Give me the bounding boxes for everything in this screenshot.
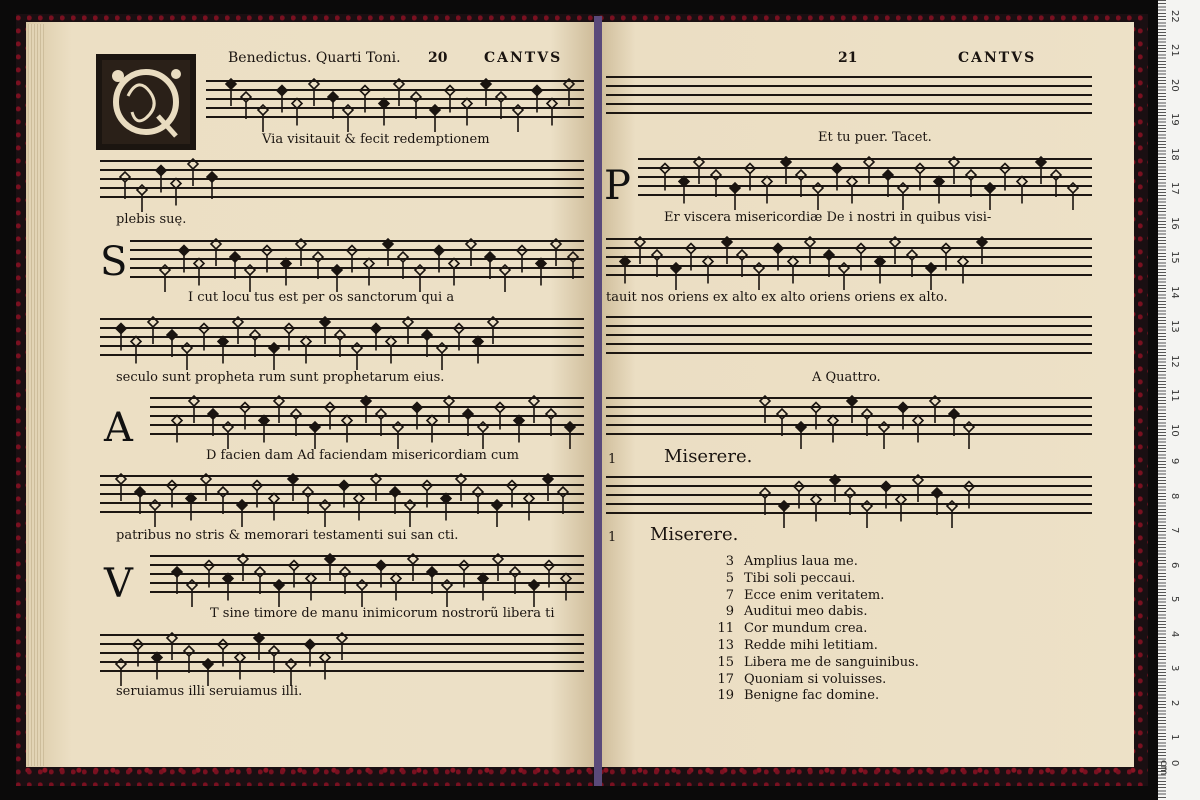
verse-list-item bbox=[712, 638, 878, 653]
ruler-label: 17 bbox=[1169, 182, 1180, 195]
lyric-line: Miserere. bbox=[664, 446, 753, 467]
lyric-line: D facien dam Ad faciendam misericordiam cum bbox=[206, 448, 519, 463]
verse-list-text: Redde mihi letitiam. bbox=[744, 638, 878, 653]
ruler-label: 1 bbox=[1169, 734, 1180, 741]
page-edges bbox=[28, 24, 44, 766]
ruler-label: 11 bbox=[1169, 389, 1180, 402]
music-staff bbox=[100, 318, 584, 356]
music-staff-empty bbox=[606, 316, 1092, 354]
verse-list-text: Benigne fac domine. bbox=[744, 688, 880, 704]
ruler-label: 2 bbox=[1169, 699, 1180, 706]
verse-list-number: 9 bbox=[725, 604, 734, 620]
lyric-line: Er viscera misericordiæ De i nostri in quibus visi- bbox=[664, 210, 992, 225]
music-staff bbox=[150, 555, 584, 593]
left-page-number: 20 bbox=[428, 50, 448, 66]
ruler-label: 16 bbox=[1169, 216, 1180, 230]
ornate-initial-icon bbox=[96, 54, 196, 150]
right-page-part: CANTVS bbox=[958, 50, 1037, 66]
ruler-label: 15 bbox=[1169, 251, 1180, 264]
music-staff bbox=[100, 475, 584, 513]
ruler-label: 9 bbox=[1169, 458, 1180, 465]
verse-list-item bbox=[712, 604, 867, 619]
verse-list-text: Ecce enim veritatem. bbox=[744, 587, 885, 603]
music-staff bbox=[206, 80, 584, 118]
verse-list-number: 3 bbox=[725, 554, 734, 569]
lyric-line: seculo sunt propheta rum sunt prophetarum eius. bbox=[116, 370, 445, 385]
verse-list-text: Amplius laua me. bbox=[744, 554, 858, 569]
verse-list-item bbox=[712, 621, 867, 636]
music-staff bbox=[100, 160, 584, 198]
ruler-label: 14 bbox=[1169, 285, 1180, 299]
verse-list-item bbox=[712, 672, 886, 687]
verse-list-text: Auditui meo dabis. bbox=[744, 604, 868, 620]
ruler-label: 4 bbox=[1169, 630, 1180, 637]
book-gutter bbox=[594, 16, 602, 786]
ruler-label: 18 bbox=[1169, 147, 1180, 161]
music-staff bbox=[150, 397, 584, 435]
verse-list-text: Cor mundum crea. bbox=[744, 621, 868, 637]
lyric-line: I cut locu tus est per os sanctorum qui a bbox=[188, 290, 455, 305]
ruler-label: 8 bbox=[1169, 492, 1180, 499]
music-staff bbox=[606, 476, 1092, 514]
initial-letter: P bbox=[604, 163, 631, 209]
music-staff bbox=[130, 240, 584, 278]
lyric-line: Et tu puer. Tacet. bbox=[818, 130, 932, 145]
lyric-line: Via visitauit & fecit redemptionem bbox=[262, 132, 490, 147]
verse-list-number: 7 bbox=[725, 587, 734, 603]
ruler-label: 19 bbox=[1169, 113, 1180, 126]
verse-list-number: 5 bbox=[725, 570, 734, 586]
lyric-line: tauit nos oriens ex alto ex alto oriens oriens ex alto. bbox=[606, 290, 948, 305]
verse-list-item bbox=[712, 571, 855, 586]
verse-list-number: 17 bbox=[717, 671, 734, 687]
music-staff bbox=[100, 634, 584, 672]
music-staff-empty bbox=[606, 76, 1092, 114]
ruler-label: 13 bbox=[1169, 320, 1180, 333]
lyric-line: seruiamus illi seruiamus illi. bbox=[116, 684, 303, 699]
lyric-line: Miserere. bbox=[650, 524, 739, 545]
verse-number: 1 bbox=[608, 530, 617, 545]
verse-list-item bbox=[712, 588, 884, 603]
verse-list-item bbox=[712, 688, 879, 703]
music-staff bbox=[638, 158, 1092, 196]
verse-list-number: 13 bbox=[717, 638, 734, 653]
ruler-label: 3 bbox=[1169, 665, 1180, 672]
ruler-label: 12 bbox=[1169, 354, 1180, 368]
verse-list-number: 11 bbox=[717, 621, 734, 637]
right-page-number: 21 bbox=[838, 50, 858, 66]
section-label: A Quattro. bbox=[812, 370, 881, 385]
music-staff bbox=[606, 397, 1092, 435]
lyric-line: plebis suę. bbox=[116, 212, 187, 227]
left-page-title: Benedictus. Quarti Toni. bbox=[228, 50, 401, 66]
left-page-part: CANTVS bbox=[484, 50, 563, 66]
ruler-label: 21 bbox=[1169, 44, 1180, 57]
ruler-label: 22 bbox=[1169, 9, 1180, 23]
ruler-label: 0 cm bbox=[1158, 760, 1180, 776]
verse-list-number: 19 bbox=[717, 688, 734, 704]
initial-letter: S bbox=[100, 239, 128, 285]
lyric-line: patribus no stris & memorari testamenti sui san cti. bbox=[116, 528, 459, 543]
ruler-label: 20 bbox=[1169, 78, 1180, 92]
initial-letter: A bbox=[104, 405, 133, 451]
ruler-label: 10 bbox=[1169, 423, 1180, 437]
verse-list-text: Quoniam si voluisses. bbox=[744, 671, 887, 687]
ruler-label: 5 bbox=[1169, 596, 1180, 603]
verse-list-item bbox=[712, 655, 919, 670]
lyric-line: T sine timore de manu inimicorum nostrorũ libera ti bbox=[210, 606, 555, 621]
ruler-label: 7 bbox=[1169, 527, 1180, 534]
ruler-label: 6 bbox=[1169, 561, 1180, 568]
initial-letter: V bbox=[104, 561, 133, 607]
music-staff bbox=[606, 238, 1092, 276]
verse-list-text: Libera me de sanguinibus. bbox=[744, 654, 919, 670]
verse-list-item bbox=[712, 554, 858, 569]
verse-list-text: Tibi soli peccaui. bbox=[744, 570, 856, 586]
verse-number: 1 bbox=[608, 452, 617, 467]
verse-list-number: 15 bbox=[717, 654, 734, 670]
